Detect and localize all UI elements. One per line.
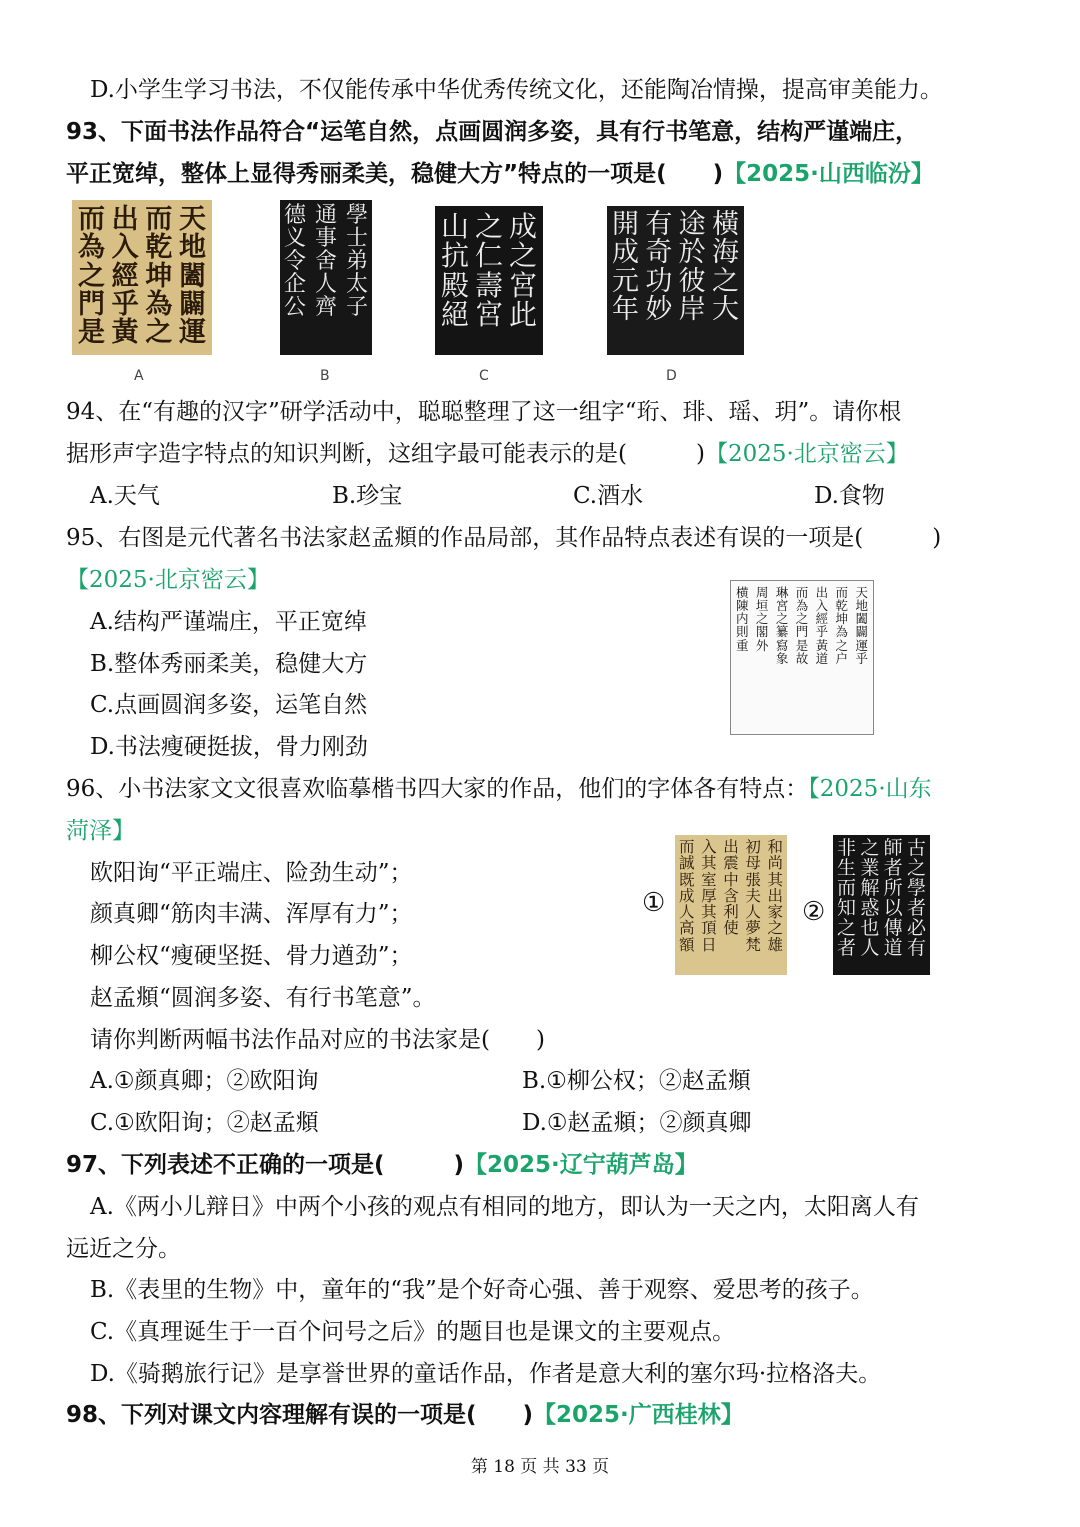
- q94-stem-line1: 94、在“有趣的汉字”研学活动中，聪聪整理了这一组字“珩、琲、瑶、玥”。请你根: [66, 399, 902, 425]
- q93-stem-text: 平正宽绰，整体上显得秀丽柔美，稳健大方”特点的一项是( ): [66, 161, 724, 187]
- calligraphy-glyph: 乎: [111, 289, 139, 321]
- calligraphy-glyph: 义: [284, 226, 307, 252]
- calligraphy-glyph: 坤: [835, 611, 849, 627]
- calligraphy-glyph: 絕: [441, 298, 470, 332]
- calligraphy-column: [836, 586, 849, 729]
- calligraphy-glyph: 周: [755, 585, 769, 600]
- calligraphy-glyph: 天: [855, 585, 868, 600]
- q93-stem-line2: [66, 159, 934, 189]
- calligraphy-column: [816, 586, 829, 729]
- calligraphy-glyph: 宮: [775, 598, 789, 614]
- calligraphy-glyph: 解: [860, 876, 880, 899]
- calligraphy-column: [796, 586, 809, 729]
- image-label-d: D: [666, 368, 677, 384]
- calligraphy-glyph: 黃: [815, 637, 829, 653]
- calligraphy-glyph: 出: [723, 838, 739, 856]
- calligraphy-image-2: [833, 835, 930, 975]
- calligraphy-glyph: 之: [775, 611, 789, 627]
- calligraphy-glyph: 所: [883, 876, 903, 899]
- calligraphy-glyph: 海: [711, 237, 739, 269]
- calligraphy-glyph: 地: [855, 598, 868, 614]
- calligraphy-glyph: 奇: [645, 237, 673, 269]
- calligraphy-glyph: 齊: [314, 295, 337, 321]
- zhao-mengfu-image: [730, 580, 874, 735]
- q96-stem-text: 96、小书法家文文很喜欢临摹楷书四大家的作品，他们的字体各有特点：: [66, 776, 809, 802]
- calligraphy-glyph: 傳: [883, 916, 903, 939]
- calligraphy-glyph: 為: [795, 598, 809, 614]
- calligraphy-glyph: 之: [835, 637, 849, 653]
- calligraphy-glyph: 企: [284, 272, 307, 298]
- calligraphy-glyph: 弟: [345, 249, 368, 275]
- calligraphy-column: [315, 204, 337, 351]
- calligraphy-glyph: 宮: [474, 298, 503, 332]
- calligraphy-image-d: [607, 206, 744, 355]
- calligraphy-glyph: 古: [906, 837, 926, 859]
- calligraphy-image-a: [72, 200, 212, 355]
- q96-question: 请你判断两幅书法作品对应的书法家是( ): [90, 1027, 545, 1053]
- calligraphy-column: [776, 586, 789, 729]
- calligraphy-glyph: 利: [723, 903, 739, 922]
- calligraphy-glyph: 闔: [178, 260, 206, 292]
- calligraphy-glyph: 陳: [736, 598, 749, 614]
- q95-stem-line1: 95、右图是元代著名书法家赵孟頫的作品局部，其作品特点表述有误的一项是( ): [66, 525, 942, 551]
- calligraphy-column: [346, 204, 368, 351]
- q96-option-c: C.①欧阳询；②赵孟頫: [90, 1110, 319, 1136]
- q94-option-d: D.食物: [814, 483, 885, 509]
- calligraphy-glyph: 額: [679, 935, 695, 954]
- calligraphy-glyph: 之: [795, 611, 809, 627]
- q93-stem-line1: 93、下面书法作品符合“运笔自然，点画圆润多姿，具有行书笔意，结构严谨端庄，: [66, 119, 919, 145]
- calligraphy-glyph: 夢: [745, 919, 761, 938]
- calligraphy-glyph: 運: [855, 637, 868, 653]
- calligraphy-glyph: 而: [145, 204, 173, 235]
- calligraphy-glyph: 經: [111, 260, 139, 292]
- q95-option-d: D.书法瘦硬挺拔，骨力刚劲: [90, 734, 368, 760]
- calligraphy-glyph: 之: [767, 919, 783, 938]
- calligraphy-glyph: 以: [883, 896, 903, 919]
- calligraphy-glyph: 令: [284, 249, 307, 275]
- q94-option-a: A.天气: [90, 483, 160, 509]
- q96-option-a: A.①颜真卿；②欧阳询: [90, 1068, 319, 1094]
- calligraphy-column: [884, 839, 903, 971]
- q98-source-tag: 【2025·广西桂林】: [533, 1402, 744, 1428]
- q94-stem-line2: [66, 439, 909, 469]
- calligraphy-glyph: 也: [860, 916, 880, 939]
- calligraphy-column: [441, 212, 469, 349]
- calligraphy-glyph: 誠: [679, 854, 695, 873]
- calligraphy-column: [756, 586, 769, 729]
- calligraphy-glyph: 入: [701, 838, 717, 856]
- calligraphy-glyph: 之: [78, 260, 105, 292]
- calligraphy-glyph: 學: [345, 203, 368, 228]
- calligraphy-glyph: 成: [508, 210, 537, 243]
- calligraphy-glyph: 入: [815, 598, 829, 614]
- calligraphy-glyph: 經: [815, 611, 829, 627]
- calligraphy-column: [179, 206, 206, 349]
- calligraphy-glyph: 人: [745, 903, 761, 922]
- q98-stem-text: 98、下列对课文内容理解有误的一项是( ): [66, 1402, 534, 1428]
- calligraphy-glyph: 母: [745, 854, 761, 873]
- calligraphy-glyph: 高: [679, 919, 695, 938]
- calligraphy-glyph: 殿: [441, 268, 470, 302]
- image-mark-1: ①: [642, 888, 666, 918]
- image-label-c: C: [479, 368, 489, 384]
- calligraphy-glyph: 門: [795, 624, 809, 640]
- calligraphy-glyph: 為: [78, 232, 105, 264]
- calligraphy-glyph: 梵: [745, 935, 761, 954]
- calligraphy-glyph: 知: [837, 896, 857, 919]
- q93-source-tag: 【2025·山西临汾】: [723, 161, 934, 187]
- calligraphy-glyph: 人: [679, 903, 695, 922]
- calligraphy-glyph: 惑: [860, 896, 880, 919]
- calligraphy-glyph: 而: [679, 838, 695, 856]
- calligraphy-column: [855, 586, 868, 729]
- calligraphy-glyph: 途: [678, 209, 706, 240]
- calligraphy-glyph: 者: [883, 856, 903, 879]
- calligraphy-glyph: 壽: [474, 268, 503, 302]
- calligraphy-glyph: 公: [284, 295, 307, 321]
- calligraphy-glyph: 其: [701, 903, 717, 922]
- calligraphy-glyph: 德: [284, 203, 307, 228]
- calligraphy-glyph: 彼: [678, 265, 706, 297]
- calligraphy-glyph: 室: [701, 870, 717, 889]
- calligraphy-column: [712, 211, 739, 350]
- calligraphy-glyph: 道: [815, 650, 829, 666]
- calligraphy-column: [145, 206, 172, 349]
- calligraphy-glyph: 故: [795, 650, 809, 666]
- calligraphy-glyph: 功: [645, 265, 673, 297]
- q97-stem-text: 97、下列表述不正确的一项是( ): [66, 1152, 465, 1178]
- q96-stem-line1: [66, 774, 932, 804]
- calligraphy-glyph: 橫: [711, 209, 739, 240]
- calligraphy-glyph: 事: [314, 226, 337, 252]
- calligraphy-glyph: 士: [345, 226, 368, 252]
- calligraphy-glyph: 外: [755, 637, 769, 653]
- calligraphy-glyph: 初: [745, 838, 761, 856]
- calligraphy-glyph: 震: [723, 854, 739, 873]
- q96-feature-yan: 颜真卿“筋肉丰满、浑厚有力”；: [90, 901, 413, 927]
- calligraphy-glyph: 舍: [314, 249, 337, 275]
- calligraphy-column: [679, 839, 695, 971]
- calligraphy-glyph: 其: [767, 870, 783, 889]
- calligraphy-glyph: 宮: [508, 268, 537, 302]
- calligraphy-glyph: 是: [78, 317, 105, 349]
- option-d-line: D.小学生学习书法，不仅能传承中华优秀传统文化，还能陶冶情操，提高审美能力。: [90, 77, 943, 103]
- q96-option-b: B.①柳公权；②赵孟頫: [522, 1068, 751, 1094]
- calligraphy-glyph: 既: [679, 870, 695, 889]
- calligraphy-glyph: 乾: [145, 232, 173, 264]
- page-footer: 第 18 页 共 33 页: [470, 1457, 610, 1477]
- calligraphy-glyph: 重: [736, 637, 749, 653]
- calligraphy-column: [612, 211, 639, 350]
- q95-option-c: C.点画圆润多姿，运笔自然: [90, 692, 368, 718]
- calligraphy-column: [284, 204, 306, 351]
- calligraphy-glyph: 元: [612, 265, 639, 297]
- calligraphy-glyph: 坤: [145, 260, 173, 292]
- calligraphy-column: [509, 212, 537, 349]
- calligraphy-glyph: 生: [837, 856, 857, 879]
- calligraphy-glyph: 則: [736, 624, 749, 640]
- q94-option-b: B.珍宝: [332, 483, 403, 509]
- calligraphy-glyph: 妙: [645, 294, 673, 326]
- calligraphy-glyph: 中: [723, 870, 739, 889]
- calligraphy-glyph: 而: [837, 876, 857, 899]
- calligraphy-glyph: 為: [145, 289, 173, 321]
- calligraphy-glyph: 而: [795, 585, 809, 600]
- calligraphy-column: [767, 839, 783, 971]
- calligraphy-column: [701, 839, 717, 971]
- calligraphy-glyph: 其: [701, 854, 717, 873]
- calligraphy-glyph: 之: [906, 856, 926, 879]
- q97-option-a-line2: 远近之分。: [66, 1236, 181, 1262]
- calligraphy-column: [723, 839, 739, 971]
- calligraphy-glyph: 厚: [701, 886, 717, 905]
- calligraphy-glyph: 闔: [855, 611, 868, 627]
- calligraphy-glyph: 學: [906, 876, 926, 899]
- calligraphy-glyph: 雄: [767, 935, 783, 954]
- calligraphy-column: [645, 211, 672, 350]
- calligraphy-glyph: 使: [723, 919, 739, 938]
- calligraphy-glyph: 有: [906, 936, 926, 959]
- calligraphy-column: [112, 206, 139, 349]
- q97-option-c: C.《真理诞生于一百个问号之后》的题目也是课文的主要观点。: [90, 1319, 736, 1345]
- q96-option-d: D.①赵孟頫；②颜真卿: [522, 1110, 752, 1136]
- calligraphy-glyph: 家: [767, 903, 783, 922]
- calligraphy-glyph: 者: [906, 896, 926, 919]
- calligraphy-glyph: 出: [111, 204, 139, 235]
- calligraphy-column: [860, 839, 879, 971]
- calligraphy-glyph: 此: [508, 298, 537, 332]
- calligraphy-column: [907, 839, 926, 971]
- calligraphy-glyph: 子: [345, 295, 368, 321]
- calligraphy-glyph: 垣: [755, 598, 769, 614]
- calligraphy-glyph: 為: [835, 624, 849, 640]
- q94-option-c: C.酒水: [573, 483, 644, 509]
- image-label-b: B: [320, 368, 330, 384]
- calligraphy-glyph: 非: [837, 837, 857, 859]
- q97-option-b: B.《表里的生物》中，童年的“我”是个好奇心强、善于观察、爱思考的孩子。: [90, 1277, 874, 1303]
- calligraphy-glyph: 天: [178, 204, 206, 235]
- calligraphy-glyph: 業: [860, 856, 880, 879]
- calligraphy-glyph: 闢: [855, 624, 868, 640]
- calligraphy-glyph: 和: [767, 838, 783, 856]
- calligraphy-column: [837, 839, 856, 971]
- calligraphy-glyph: 成: [612, 237, 639, 269]
- q97-option-d: D.《骑鹅旅行记》是享誉世界的童话作品，作者是意大利的塞尔玛·拉格洛夫。: [90, 1361, 882, 1387]
- calligraphy-column: [679, 211, 706, 350]
- calligraphy-glyph: 琳: [775, 585, 789, 600]
- calligraphy-glyph: 尚: [767, 854, 783, 873]
- calligraphy-glyph: 人: [860, 936, 880, 959]
- calligraphy-glyph: 有: [645, 209, 673, 240]
- calligraphy-glyph: 門: [78, 289, 105, 321]
- calligraphy-glyph: 抗: [441, 239, 470, 273]
- q94-source-tag: 【2025·北京密云】: [704, 441, 909, 467]
- calligraphy-glyph: 寫: [775, 637, 789, 653]
- calligraphy-column: [745, 839, 761, 971]
- calligraphy-glyph: 出: [815, 585, 829, 600]
- calligraphy-glyph: 通: [314, 203, 337, 228]
- calligraphy-column: [475, 212, 503, 349]
- calligraphy-glyph: 地: [178, 232, 206, 264]
- calligraphy-glyph: 之: [508, 239, 537, 273]
- q95-option-a: A.结构严谨端庄，平正宽绰: [90, 609, 367, 635]
- calligraphy-glyph: 岸: [678, 294, 706, 326]
- q96-source-tag-part2: 菏泽】: [66, 818, 135, 844]
- calligraphy-glyph: 黃: [111, 317, 139, 349]
- calligraphy-glyph: 必: [906, 916, 926, 939]
- calligraphy-glyph: 而: [835, 585, 849, 600]
- calligraphy-glyph: 開: [612, 209, 639, 240]
- calligraphy-glyph: 乾: [835, 598, 849, 614]
- calligraphy-glyph: 之: [860, 837, 880, 859]
- calligraphy-glyph: 山: [441, 210, 470, 243]
- calligraphy-glyph: 出: [767, 886, 783, 905]
- calligraphy-glyph: 成: [679, 886, 695, 905]
- calligraphy-glyph: 含: [723, 886, 739, 905]
- calligraphy-image-c: [435, 206, 543, 355]
- q95-source-tag: 【2025·北京密云】: [66, 567, 270, 593]
- q98-stem-line1: [66, 1400, 744, 1430]
- image-mark-2: ②: [802, 897, 826, 927]
- q97-source-tag: 【2025·辽宁葫芦岛】: [464, 1152, 698, 1178]
- image-label-a: A: [134, 368, 144, 384]
- q96-source-tag-part1: 【2025·山东: [808, 776, 932, 802]
- calligraphy-glyph: 者: [837, 936, 857, 959]
- calligraphy-glyph: 之: [474, 210, 503, 243]
- calligraphy-glyph: 頂: [701, 919, 717, 938]
- calligraphy-glyph: 人: [314, 272, 337, 298]
- q97-option-a-line1: A.《两小儿辩日》中两个小孩的观点有相同的地方，即认为一天之内，太阳离人有: [90, 1194, 919, 1220]
- calligraphy-glyph: 夫: [745, 886, 761, 905]
- calligraphy-glyph: 之: [755, 611, 769, 627]
- calligraphy-glyph: 是: [795, 637, 809, 653]
- calligraphy-glyph: 入: [111, 232, 139, 264]
- q96-feature-liu: 柳公权“瘦硬坚挺、骨力遒劲”；: [90, 943, 413, 969]
- calligraphy-image-1: [675, 835, 787, 975]
- calligraphy-column: [736, 586, 749, 729]
- q96-feature-ouyang: 欧阳询“平正端庄、险劲生动”；: [90, 860, 413, 886]
- calligraphy-glyph: 道: [883, 936, 903, 959]
- calligraphy-glyph: 乎: [855, 650, 868, 666]
- calligraphy-glyph: 之: [711, 265, 739, 297]
- calligraphy-glyph: 户: [835, 650, 849, 666]
- calligraphy-glyph: 内: [736, 611, 749, 627]
- q97-stem-line1: [66, 1150, 698, 1180]
- calligraphy-glyph: 之: [145, 317, 173, 349]
- calligraphy-column: [78, 206, 105, 349]
- calligraphy-glyph: 年: [612, 294, 639, 326]
- calligraphy-glyph: 闢: [178, 289, 206, 321]
- calligraphy-glyph: 纂: [775, 624, 789, 640]
- q96-feature-zhao: 赵孟頫“圆润多姿、有行书笔意”。: [90, 985, 436, 1011]
- q94-stem-text: 据形声字造字特点的知识判断，这组字最可能表示的是( ): [66, 441, 705, 467]
- calligraphy-glyph: 張: [745, 870, 761, 889]
- calligraphy-glyph: 大: [711, 294, 739, 326]
- calligraphy-glyph: 於: [678, 237, 706, 269]
- calligraphy-glyph: 師: [883, 837, 903, 859]
- calligraphy-glyph: 太: [345, 272, 368, 298]
- calligraphy-image-b: [280, 200, 372, 355]
- q95-option-b: B.整体秀丽柔美，稳健大方: [90, 651, 368, 677]
- calligraphy-glyph: 乎: [815, 624, 829, 640]
- calligraphy-glyph: 之: [837, 916, 857, 939]
- calligraphy-glyph: 横: [736, 585, 749, 600]
- calligraphy-glyph: 閣: [755, 624, 769, 640]
- calligraphy-glyph: 而: [78, 204, 105, 235]
- calligraphy-glyph: 仁: [474, 239, 503, 273]
- calligraphy-glyph: 運: [178, 317, 206, 349]
- calligraphy-glyph: 日: [701, 935, 717, 954]
- calligraphy-glyph: 象: [775, 650, 789, 666]
